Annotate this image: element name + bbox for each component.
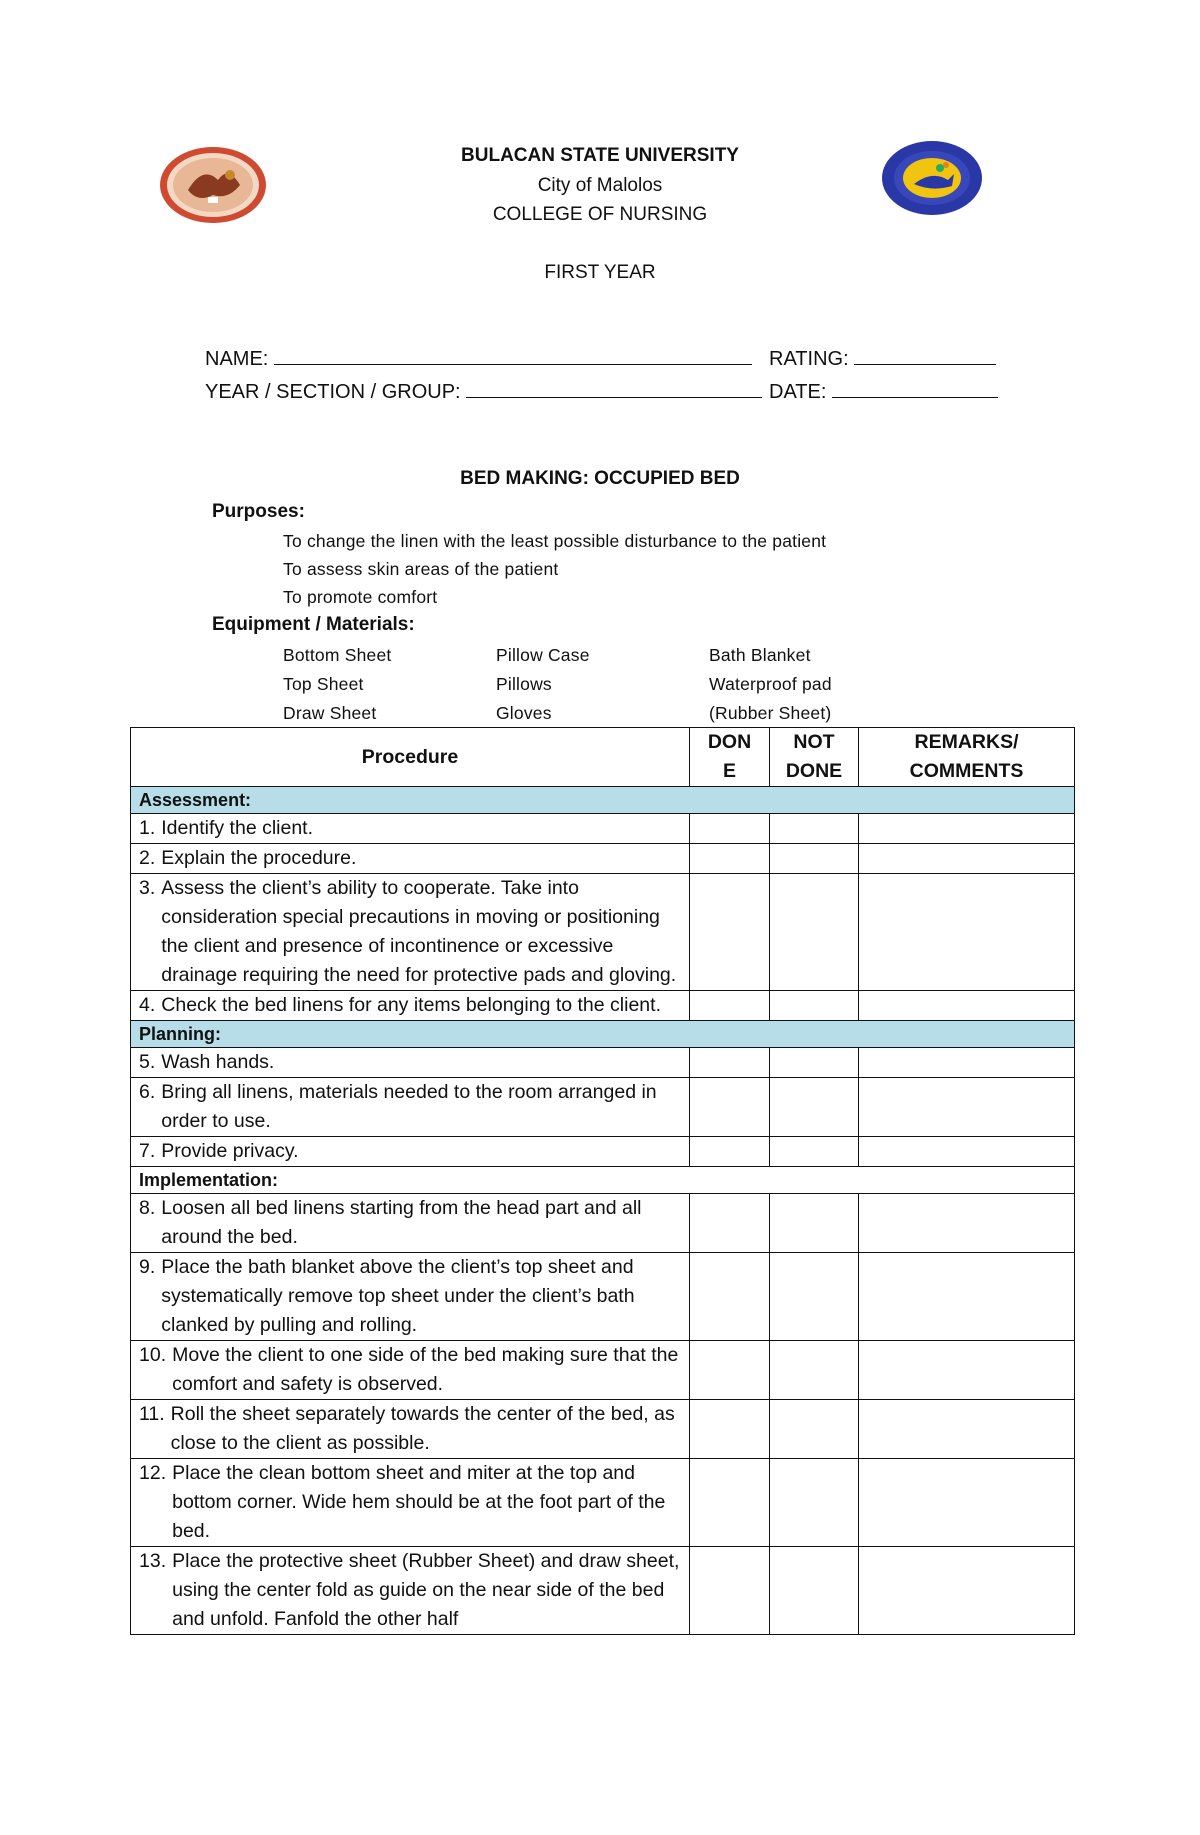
step-text: Move the client to one side of the bed making sure that the comfort and safety is observed. — [172, 1344, 679, 1395]
done-cell[interactable] — [690, 1137, 770, 1167]
not-done-cell[interactable] — [770, 1341, 859, 1400]
table-row: 1. Identify the client. — [131, 814, 1075, 844]
ysg-input-line[interactable] — [466, 379, 762, 398]
not-done-cell[interactable] — [770, 844, 859, 874]
remarks-column-header: REMARKS/ COMMENTS — [859, 728, 1075, 787]
not-done-cell[interactable] — [770, 874, 859, 991]
step-text: Roll the sheet separately towards the center of the bed, as close to the client as possible. — [170, 1403, 675, 1454]
procedure-column-header: Procedure — [131, 728, 690, 787]
done-cell[interactable] — [690, 1078, 770, 1137]
table-header-row — [131, 728, 1075, 787]
equipment-item: Bath Blanket — [709, 645, 811, 665]
remarks-cell[interactable] — [859, 1400, 1075, 1459]
rating-label: RATING: — [769, 348, 849, 370]
table-row: 4. Check the bed linens for any items belonging to the client. — [131, 991, 1075, 1021]
not-done-cell[interactable] — [770, 1400, 859, 1459]
step-text: Check the bed linens for any items belonging to the client. — [161, 994, 661, 1016]
table-row: 13. Place the protective sheet (Rubber Sheet) and draw sheet, using the center fold as guide on the near side of the bed and unfold. Fanfold the other half — [131, 1547, 1075, 1635]
table-row: 8. Loosen all bed linens starting from the head part and all around the bed. — [131, 1194, 1075, 1253]
remarks-cell[interactable] — [859, 991, 1075, 1021]
done-cell[interactable] — [690, 1341, 770, 1400]
ysg-label: YEAR / SECTION / GROUP: — [205, 381, 461, 403]
section-row-assessment — [131, 787, 1075, 814]
remarks-cell[interactable] — [859, 1194, 1075, 1253]
section-label: Planning: — [131, 1021, 1075, 1048]
equipment-item: Bottom Sheet — [283, 645, 392, 665]
done-cell[interactable] — [690, 1400, 770, 1459]
name-label: NAME: — [205, 348, 269, 370]
table-row: 11. Roll the sheet separately towards the center of the bed, as close to the client as possible. — [131, 1400, 1075, 1459]
done-cell[interactable] — [690, 1459, 770, 1547]
remarks-cell[interactable] — [859, 1547, 1075, 1635]
purpose-item: To assess skin areas of the patient — [283, 559, 559, 579]
equipment-heading: Equipment / Materials: — [212, 614, 415, 635]
remarks-cell[interactable] — [859, 1341, 1075, 1400]
not-done-cell[interactable] — [770, 1459, 859, 1547]
name-input-line[interactable] — [274, 346, 752, 365]
remarks-cell[interactable] — [859, 844, 1075, 874]
date-label: DATE: — [769, 381, 827, 403]
done-cell[interactable] — [690, 844, 770, 874]
equipment-item: Pillow Case — [496, 645, 590, 665]
remarks-cell[interactable] — [859, 1048, 1075, 1078]
purposes-heading: Purposes: — [212, 501, 305, 522]
equipment-item: Draw Sheet — [283, 703, 377, 723]
not-done-cell[interactable] — [770, 991, 859, 1021]
step-text: Place the protective sheet (Rubber Sheet) and draw sheet, using the center fold as guide on the near side of the bed and unfold. Fanfold the other half — [172, 1550, 680, 1630]
not-done-cell[interactable] — [770, 1048, 859, 1078]
done-cell[interactable] — [690, 814, 770, 844]
table-row: 3. Assess the client’s ability to cooperate. Take into consideration special precautions in moving or positioning the client and presence of incontinence or excessive drainage requiring the need for protective pads and gloving. — [131, 874, 1075, 991]
done-cell[interactable] — [690, 1194, 770, 1253]
done-column-header: DON E — [690, 728, 770, 787]
remarks-cell[interactable] — [859, 1459, 1075, 1547]
not-done-column-header: NOT DONE — [770, 728, 859, 787]
city-name: City of Malolos — [537, 175, 663, 196]
step-text: Loosen all bed linens starting from the head part and all around the bed. — [161, 1197, 642, 1248]
college-name: COLLEGE OF NURSING — [492, 204, 708, 225]
not-done-cell[interactable] — [770, 1194, 859, 1253]
rating-input-line[interactable] — [854, 346, 996, 365]
step-text: Place the clean bottom sheet and miter at the top and bottom corner. Wide hem should be at the foot part of the bed. — [172, 1462, 666, 1542]
step-text: Identify the client. — [161, 817, 314, 839]
table-row: 5. Wash hands. — [131, 1048, 1075, 1078]
not-done-cell[interactable] — [770, 1547, 859, 1635]
done-cell[interactable] — [690, 1048, 770, 1078]
table-row: 10. Move the client to one side of the bed making sure that the comfort and safety is observed. — [131, 1341, 1075, 1400]
rating-field-row — [769, 346, 996, 371]
not-done-cell[interactable] — [770, 814, 859, 844]
date-field-row — [769, 379, 998, 404]
procedure-checklist-table — [130, 727, 1075, 1635]
remarks-cell[interactable] — [859, 1078, 1075, 1137]
university-name: BULACAN STATE UNIVERSITY — [461, 145, 739, 166]
remarks-cell[interactable] — [859, 874, 1075, 991]
not-done-cell[interactable] — [770, 1078, 859, 1137]
equipment-item: Waterproof pad — [709, 674, 832, 694]
name-field-row — [205, 346, 752, 371]
step-text: Assess the client’s ability to cooperate. Take into consideration special precautions in moving or positioning the client and presence of incontinence or excessive drainage requiring the need for protective pads and gloving. — [161, 877, 677, 986]
done-cell[interactable] — [690, 1547, 770, 1635]
equipment-item: (Rubber Sheet) — [709, 703, 832, 723]
remarks-cell[interactable] — [859, 1253, 1075, 1341]
not-done-cell[interactable] — [770, 1253, 859, 1341]
done-cell[interactable] — [690, 874, 770, 991]
step-text: Place the bath blanket above the client’s top sheet and systematically remove top sheet under the client’s bath clanked by pulling and rolling. — [161, 1256, 635, 1336]
table-row: 9. Place the bath blanket above the client’s top sheet and systematically remove top sheet under the client’s bath clanked by pulling and rolling. — [131, 1253, 1075, 1341]
procedure-title: BED MAKING: OCCUPIED BED — [460, 468, 740, 489]
table-row: 12. Place the clean bottom sheet and miter at the top and bottom corner. Wide hem should be at the foot part of the bed. — [131, 1459, 1075, 1547]
done-cell[interactable] — [690, 991, 770, 1021]
equipment-item: Pillows — [496, 674, 552, 694]
section-label: Assessment: — [131, 787, 1075, 814]
equipment-item: Gloves — [496, 703, 552, 723]
table-row: 6. Bring all linens, materials needed to the room arranged in order to use. — [131, 1078, 1075, 1137]
date-input-line[interactable] — [832, 379, 998, 398]
remarks-cell[interactable] — [859, 1137, 1075, 1167]
step-text: Wash hands. — [161, 1051, 275, 1073]
year-level: FIRST YEAR — [544, 262, 656, 283]
section-row-planning — [131, 1021, 1075, 1048]
table-row: 7. Provide privacy. — [131, 1137, 1075, 1167]
not-done-cell[interactable] — [770, 1137, 859, 1167]
ysg-field-row — [205, 379, 762, 404]
table-row: 2. Explain the procedure. — [131, 844, 1075, 874]
section-row-implementation — [131, 1167, 1075, 1194]
equipment-item: Top Sheet — [283, 674, 364, 694]
done-cell[interactable] — [690, 1253, 770, 1341]
step-text: Provide privacy. — [161, 1140, 299, 1162]
remarks-cell[interactable] — [859, 814, 1075, 844]
purpose-item: To change the linen with the least possible disturbance to the patient — [283, 531, 827, 551]
section-label: Implementation: — [131, 1167, 1075, 1194]
step-text: Bring all linens, materials needed to the room arranged in order to use. — [161, 1081, 657, 1132]
step-text: Explain the procedure. — [161, 847, 357, 869]
purpose-item: To promote comfort — [283, 587, 438, 607]
